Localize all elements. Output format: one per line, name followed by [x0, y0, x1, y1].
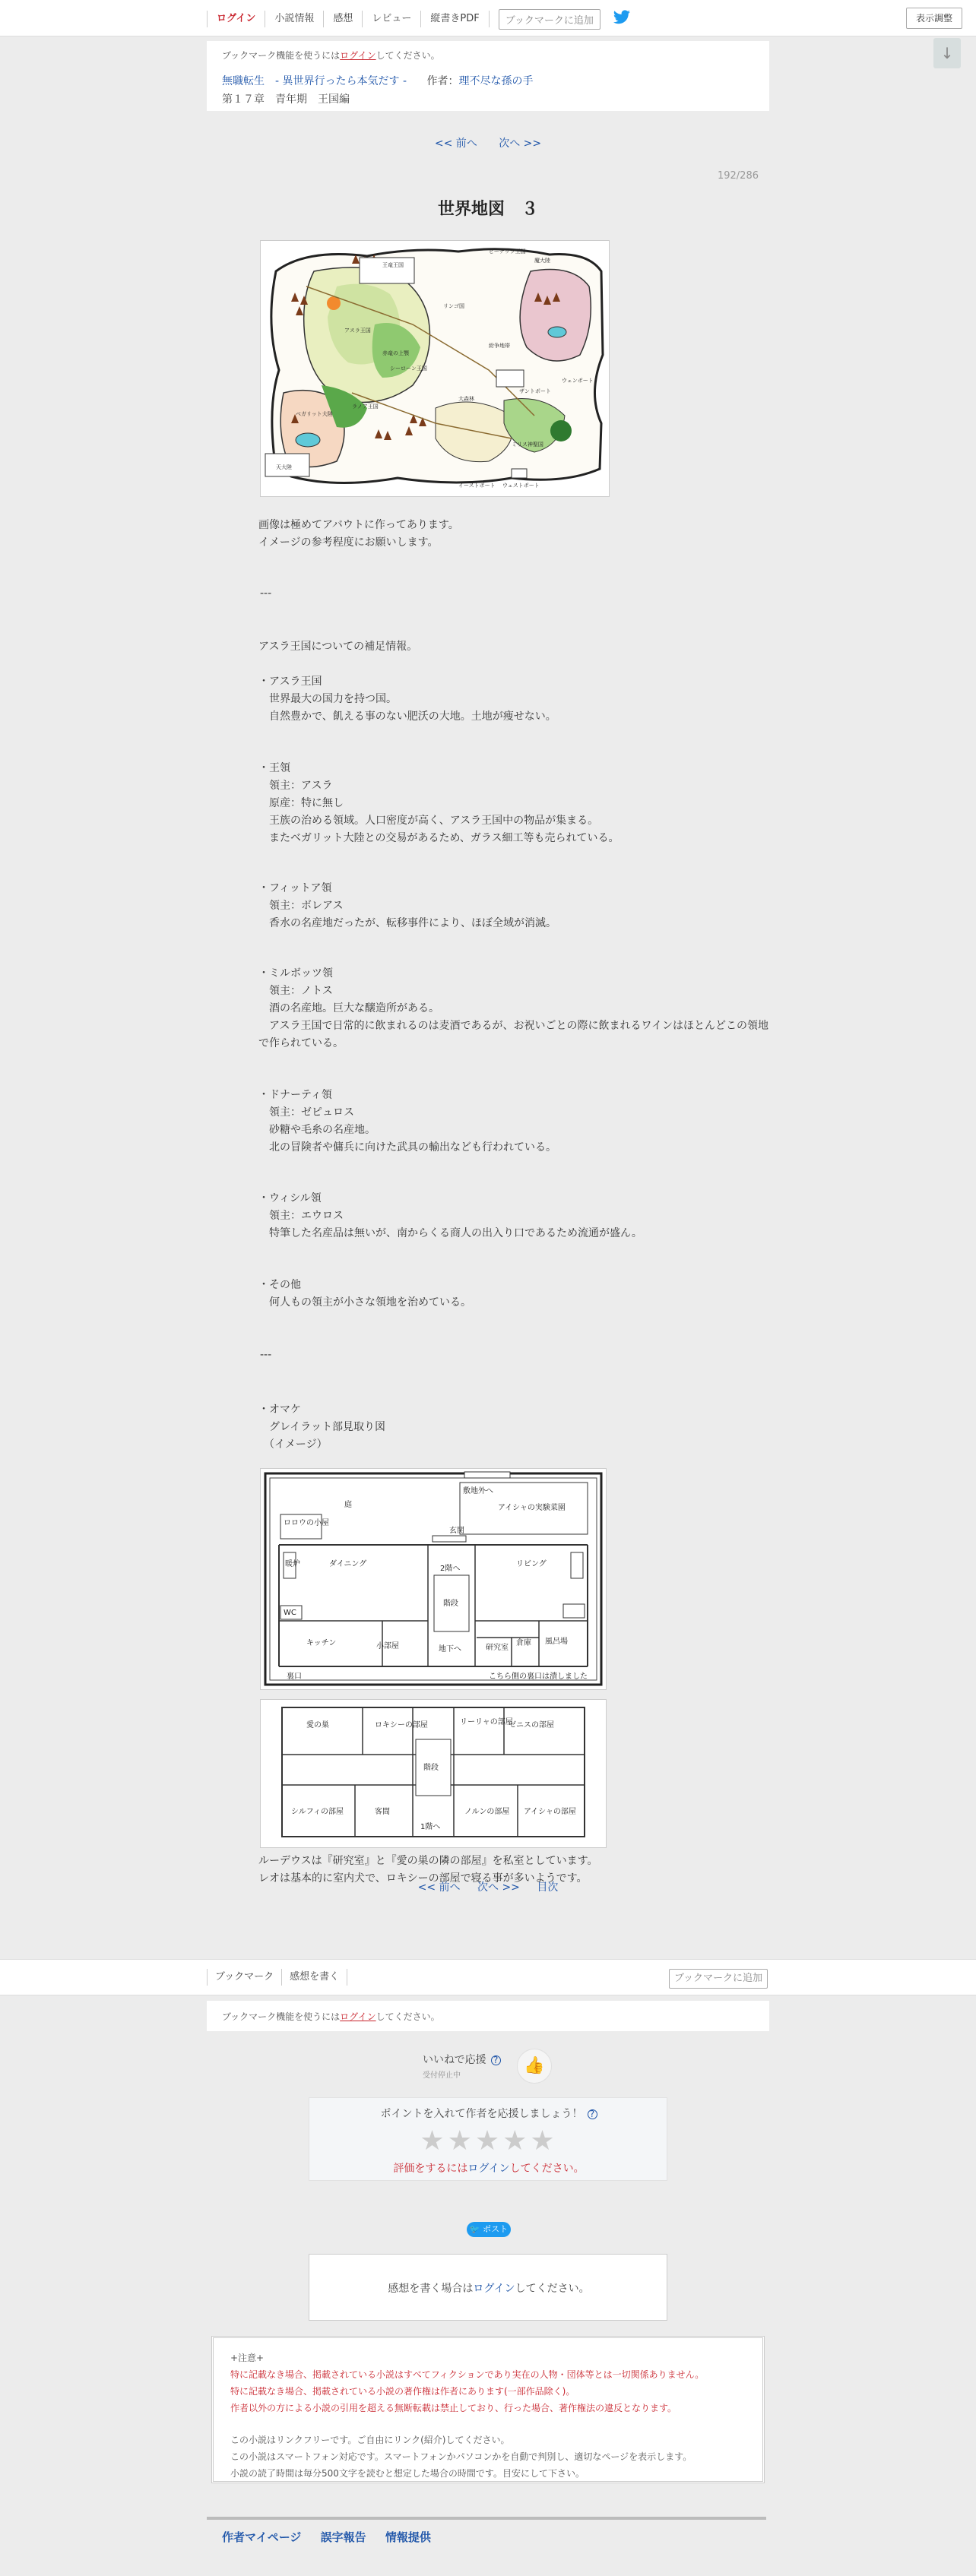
- impressions-link[interactable]: 感想: [324, 11, 363, 27]
- prev-page-link[interactable]: << 前へ: [434, 138, 477, 150]
- review-login-note: [309, 2280, 668, 2296]
- image-label: 紛争地帯: [489, 343, 510, 349]
- image-label: 赤竜の上顎: [382, 350, 409, 356]
- notice-box: [211, 2336, 765, 2483]
- image-label: 階段: [443, 1600, 458, 1608]
- image-label: 2階へ: [440, 1565, 461, 1573]
- image-label: ロキシーの部屋: [375, 1721, 428, 1729]
- image-label: ラノア王国: [352, 403, 379, 410]
- notice-line-5: この小説はスマートフォン対応です。スマートフォンかパソコンかを自動で判別し、適切なページを表示します。: [230, 2451, 692, 2462]
- rating-title-text: ポイントを入れて作者を応援しましょう！: [380, 2108, 583, 2120]
- rating-login-post: してください。: [509, 2163, 585, 2175]
- note-2: ルーデウスは『研究室』と『愛の巣の隣の部屋』を私室としています。 レオは基本的に室内犬で、ロキシーの部屋で寝る事が多いようです。: [258, 1855, 598, 1885]
- image-label: 倉庫: [516, 1639, 531, 1647]
- notice-title: +注意+: [230, 2353, 265, 2363]
- image-label: 魔大陸: [534, 258, 550, 264]
- image-label: WC: [284, 1609, 296, 1617]
- notice-line-1: 特に記載なき場合、掲載されている小説はすべてフィクションであり実在の人物・団体等とは一切関係ありません。: [230, 2369, 705, 2380]
- world-map-image: [260, 240, 610, 497]
- image-label: イーストポート: [458, 483, 496, 489]
- like-label: [423, 2052, 501, 2067]
- image-label: 1階へ: [420, 1823, 441, 1831]
- image-label: 庭: [344, 1501, 352, 1509]
- image-label: 階段: [423, 1764, 439, 1772]
- pager-top: [0, 135, 976, 150]
- rating-title: [309, 2106, 668, 2121]
- bird-icon: 🐦: [469, 2224, 480, 2234]
- image-label: ザントポート: [519, 388, 551, 394]
- image-label: ウェストポート: [502, 483, 540, 489]
- image-label: 王竜王国: [382, 262, 404, 268]
- image-label: 風呂場: [545, 1638, 568, 1646]
- bookmark-link[interactable]: ブックマーク: [207, 1969, 282, 1986]
- login-link[interactable]: ログイン: [207, 11, 265, 27]
- thumbs-up-icon: 👍: [524, 2056, 545, 2075]
- rating-stars[interactable]: ★★★★★: [420, 2125, 558, 2157]
- pager-bottom: [0, 1879, 976, 1894]
- toc-link[interactable]: 目次: [537, 1881, 559, 1894]
- next-page-link-bottom[interactable]: 次へ >>: [477, 1881, 520, 1894]
- image-label: ウェンポート: [562, 378, 594, 384]
- section-wisil: ・ウィシル領 領主：エウロス 特筆した名産品は無いが、南からくる商人の出入り口であるため流通が盛ん。: [258, 1192, 642, 1239]
- bookmark-add-button-bottom[interactable]: ブックマークに追加: [669, 1969, 768, 1989]
- chapter-body: [207, 191, 769, 1959]
- login-link-bottom[interactable]: ログイン: [340, 2011, 376, 2022]
- image-label: 愛の巣: [306, 1721, 329, 1729]
- next-page-link[interactable]: 次へ >>: [499, 138, 542, 150]
- info-link[interactable]: 情報提供: [385, 2530, 431, 2544]
- rating-login-note: [309, 2160, 668, 2176]
- image-label: アスラ王国: [344, 328, 371, 334]
- bottom-bar: [0, 1959, 976, 1995]
- section-other: ・その他 何人もの領主が小さな領地を治めている。: [258, 1279, 471, 1309]
- floor-plan-lower-image: [260, 1699, 607, 1848]
- login-note-bottom: [222, 2010, 440, 2023]
- image-label: ゼニスの部屋: [509, 1721, 554, 1729]
- image-label: 敷地外へ: [463, 1487, 493, 1495]
- section-asura: ・アスラ王国 世界最大の国力を持つ国。 自然豊かで、飢える事のない肥沃の大地。土地が痩せない。: [258, 676, 556, 723]
- bottom-nav: [207, 1969, 347, 1986]
- login-note-pre: ブックマーク機能を使うには: [222, 50, 341, 61]
- footer-divider: [207, 2517, 766, 2520]
- novel-header: [207, 41, 769, 111]
- novel-info-link[interactable]: 小説情報: [265, 11, 324, 27]
- floor-plan-upper-image: [260, 1468, 607, 1690]
- vertical-pdf-link[interactable]: 縦書きPDF: [421, 11, 489, 27]
- top-nav: [207, 9, 631, 29]
- rating-box: [309, 2097, 667, 2181]
- paragraph-supplement: アスラ王国についての補足情報。: [258, 641, 418, 653]
- section-fittoa: ・フィットア領 領主：ボレアス 香水の名産地だったが、転移事件により、ほぼ全域が消滅。: [258, 882, 556, 929]
- chapter-name: 第１７章 青年期 王国編: [222, 93, 350, 106]
- review-login-link[interactable]: ログイン: [473, 2283, 515, 2295]
- image-label: ミリス神聖国: [512, 441, 543, 448]
- image-label: キッチン: [306, 1639, 337, 1647]
- notice-line-3: 作者以外の方による小説の引用を超える無断転載は禁止しており、行った場合、著作権法の違反となります。: [230, 2403, 677, 2413]
- section-royal: ・王領 領主：アスラ 原産：特に無し 王族の治める領域。人口密度が高く、アスラ王国中の物品が集まる。 またベガリット大陸との交易があるため、ガラス細工等も売られている。: [258, 762, 620, 844]
- page-count: 192/286: [717, 170, 759, 182]
- image-label: リーリャの部屋: [460, 1718, 513, 1726]
- chapter-title: 世界地図 ３: [437, 200, 538, 219]
- rating-login-link[interactable]: ログイン: [467, 2163, 510, 2175]
- title-line: [222, 73, 533, 88]
- tweet-label: ポスト: [483, 2224, 509, 2234]
- image-label: リビング: [516, 1560, 547, 1568]
- review-post: してください。: [515, 2283, 590, 2295]
- write-impression-link[interactable]: 感想を書く: [282, 1969, 347, 1986]
- section-milbotz: ・ミルボッツ領 領主：ノトス 酒の名産地。巨大な醸造所がある。 アスラ王国で日常的に飲まれるのは麦酒であるが、お祝いごとの際に飲まれるワインはほとんどこの領地で作られている。: [258, 967, 769, 1049]
- separator-1: ---: [260, 587, 272, 600]
- like-help-icon[interactable]: ?: [491, 2055, 501, 2065]
- image-label: 裏口: [287, 1673, 302, 1681]
- notice-line-2: 特に記載なき場合、掲載されている小説の著作権は作者にあります(一部作品除く)。: [230, 2386, 575, 2397]
- section-donati: ・ドナーティ領 領主：ゼピュロス 砂糖や毛糸の名産地。 北の冒険者や傭兵に向けた武具の輸出なども行われている。: [258, 1089, 556, 1154]
- series-title-link[interactable]: 無職転生 - 異世界行ったら本気だす -: [222, 75, 407, 87]
- image-label: 客間: [375, 1808, 390, 1816]
- like-button[interactable]: [517, 2049, 552, 2084]
- display-adjust-button[interactable]: 表示調整: [906, 8, 962, 29]
- image-label: 玄関: [449, 1527, 464, 1535]
- notice-line-4: この小説はリンクフリーです。ご自由にリンク(紹介)してください。: [230, 2435, 510, 2445]
- review-link[interactable]: レビュー: [363, 11, 421, 27]
- image-label: 天大陸: [276, 464, 292, 470]
- login-note-bottom-pre: ブックマーク機能を使うには: [222, 2011, 341, 2022]
- image-label: アイシャの実験菜園: [498, 1504, 566, 1512]
- like-label-text: いいねで応援: [423, 2054, 486, 2066]
- twitter-icon[interactable]: [613, 10, 631, 28]
- bookmark-add-button[interactable]: ブックマークに追加: [499, 9, 600, 30]
- top-bar: [0, 0, 976, 36]
- image-label: シーローン王国: [390, 366, 427, 372]
- image-label: ベガリット大陸: [296, 411, 333, 417]
- review-box: [309, 2254, 667, 2321]
- prev-page-link-bottom[interactable]: << 前へ: [417, 1881, 461, 1894]
- scroll-down-button[interactable]: ↓: [933, 38, 961, 68]
- note-1: 画像は極めてアバウトに作ってあります。 イメージの参考程度にお願いします。: [258, 519, 459, 549]
- image-label: 小部屋: [376, 1642, 399, 1650]
- section-omake: ・オマケ グレイラット部見取り図 （イメージ）: [258, 1404, 386, 1451]
- bookmark-login-note-bottom: [207, 2001, 769, 2031]
- image-label: こちら側の裏口は潰しました: [489, 1673, 588, 1681]
- author-mypage-link[interactable]: 作者マイページ: [222, 2530, 302, 2544]
- tweet-button[interactable]: [467, 2222, 511, 2237]
- typo-report-link[interactable]: 誤字報告: [320, 2530, 366, 2544]
- author-label: 作者：: [426, 75, 459, 87]
- notice-line-6: 小説の読了時間は毎分500文字を読むと想定した場合の時間です。目安にして下さい。: [230, 2468, 585, 2479]
- footer-links: [222, 2529, 446, 2545]
- image-label: リンゴ国: [443, 303, 464, 309]
- image-label: ピーナッツ王国: [489, 248, 526, 255]
- separator-2: ---: [260, 1349, 272, 1361]
- header-login-link[interactable]: ログイン: [340, 50, 376, 61]
- review-pre: 感想を書く場合は: [388, 2283, 474, 2295]
- image-label: 研究室: [486, 1644, 509, 1652]
- image-label: ダイニング: [329, 1560, 367, 1568]
- bookmark-login-note: [222, 49, 440, 62]
- image-label: ノルンの部屋: [464, 1808, 510, 1816]
- login-note-bottom-post: してください。: [376, 2011, 440, 2022]
- author-link[interactable]: 理不尽な孫の手: [458, 75, 534, 87]
- login-note-post: してください。: [376, 50, 440, 61]
- image-label: シルフィの部屋: [291, 1808, 344, 1816]
- like-area: [0, 2044, 976, 2090]
- image-label: 地下へ: [439, 1645, 461, 1654]
- rating-login-pre: 評価をするには: [393, 2163, 468, 2175]
- image-label: 大森林: [458, 396, 474, 402]
- image-label: アイシャの部屋: [524, 1808, 576, 1816]
- image-label: 暖炉: [285, 1560, 300, 1568]
- image-label: ロロウの小屋: [284, 1519, 329, 1527]
- rating-help-icon[interactable]: ?: [588, 2109, 597, 2119]
- like-status: 受付停止中: [423, 2071, 461, 2080]
